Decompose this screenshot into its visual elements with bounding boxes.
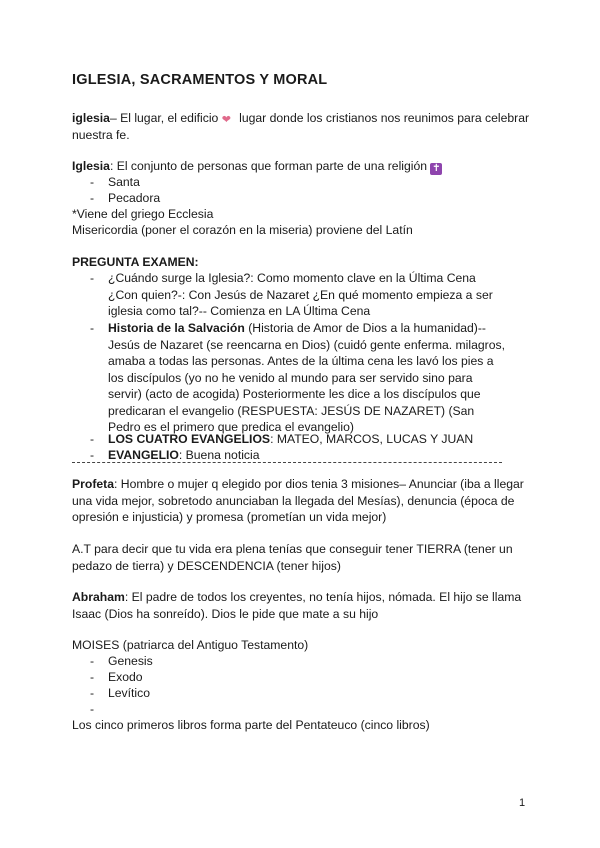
- latin-cross-icon: ✝: [432, 163, 441, 174]
- antiguo-testamento-note: A.T para decir que tu vida era plena tenías que conseguir tener TIERRA (tener un pedazo de tierra) y DESCENDENCIA (tener hijos): [72, 542, 513, 573]
- list-item-levitico: Levítico: [108, 686, 151, 700]
- exam-item-term: EVANGELIO: [108, 448, 179, 462]
- exam-item-text: : MATEO, MARCOS, LUCAS Y JUAN: [270, 432, 474, 446]
- list-item-genesis: Genesis: [108, 654, 153, 668]
- list-item-exodo: Exodo: [108, 670, 143, 684]
- exam-heading: PREGUNTA EXAMEN:: [72, 255, 199, 269]
- section-divider: [72, 462, 502, 463]
- moises-heading: MOISES (patriarca del Antiguo Testamento): [72, 638, 309, 652]
- exam-item-term: LOS CUATRO EVANGELIOS: [108, 432, 271, 446]
- abraham-text: : El padre de todos los creyentes, no tenía hijos, nómada. El hijo se llama Isaac (Dios ha sonreído). Dios le pide que mate a su hijo: [72, 590, 522, 621]
- profeta-text: : Hombre o mujer q elegido por dios tenia 3 misiones– Anunciar (iba a llegar una vida mejor, sobretodo anunciaban la llegada del Mesías), denuncia (época de opresión e injusticia) y promesa (prometían un vida mejor): [72, 477, 524, 524]
- bullet-marker: -: [90, 702, 95, 716]
- list-item-santa: Santa: [108, 175, 140, 189]
- pentateuco-note: Los cinco primeros libros forma parte del Pentateuco (cinco libros): [72, 718, 430, 732]
- exam-item-historia: [108, 320, 506, 436]
- bullet-marker: -: [90, 654, 95, 668]
- bullet-marker: -: [90, 432, 95, 446]
- term-profeta: Profeta: [72, 477, 114, 491]
- exam-item-when: [108, 270, 506, 320]
- term-abraham: Abraham: [72, 590, 125, 604]
- term-iglesia: iglesia: [72, 111, 110, 125]
- bullet-marker: -: [90, 271, 95, 285]
- exam-item-evangelios: [108, 431, 506, 448]
- iglesia-definition: [72, 110, 532, 143]
- page-number: 1: [519, 797, 526, 809]
- couple-emoji-icon: ❤: [221, 114, 231, 126]
- bullet-marker: -: [90, 670, 95, 684]
- bullet-marker: -: [90, 686, 95, 700]
- etymology-note: *Viene del griego Ecclesia: [72, 207, 214, 221]
- list-item-pecadora: Pecadora: [108, 191, 161, 205]
- bullet-marker: -: [90, 321, 95, 335]
- misericordia-note: Misericordia (poner el corazón en la miseria) proviene del Latín: [72, 223, 413, 237]
- abraham-definition: [72, 589, 532, 622]
- document-title: IGLESIA, SACRAMENTOS Y MORAL: [72, 72, 328, 88]
- bullet-marker: -: [90, 175, 95, 189]
- profeta-definition: [72, 476, 532, 526]
- bullet-marker: -: [90, 448, 95, 462]
- term-iglesia-community: Iglesia: [72, 159, 110, 173]
- exam-item-text: ¿Cuándo surge la Iglesia?: Como momento clave en la Última Cena ¿Con quien?-: Con Jesús de Nazaret ¿En qué momento empieza a ser iglesia como tal?-- Comienza en LA Última Cena: [108, 271, 493, 318]
- iglesia-community-definition: [72, 158, 532, 175]
- exam-item-term: Historia de la Salvación: [108, 321, 245, 335]
- bullet-marker: -: [90, 191, 95, 205]
- iglesia-community-text: : El conjunto de personas que forman parte de una religión: [109, 159, 428, 173]
- exam-item-text: (Historia de Amor de Dios a la humanidad)-- Jesús de Nazaret (se reencarna en Dios) (cuidó gente enferma. milagros, amaba a todas las personas. Antes de la última cena les lavó los pies a los discípulos (yo no he venido al mundo para ser servido sino para servir) (acto de acogida) Posteriormente les dice a los discípulos que predicaran el evangelio (RESPUESTA: JESÚS DE NAZARET) (San Pedro es el primero que predica el evangelio): [108, 321, 505, 434]
- iglesia-text-a: – El lugar, el edificio: [109, 111, 219, 125]
- iglesia-text-b: lugar donde los cristianos nos reunimos para celebrar nuestra fe.: [72, 111, 530, 142]
- exam-item-text: : Buena noticia: [178, 448, 260, 462]
